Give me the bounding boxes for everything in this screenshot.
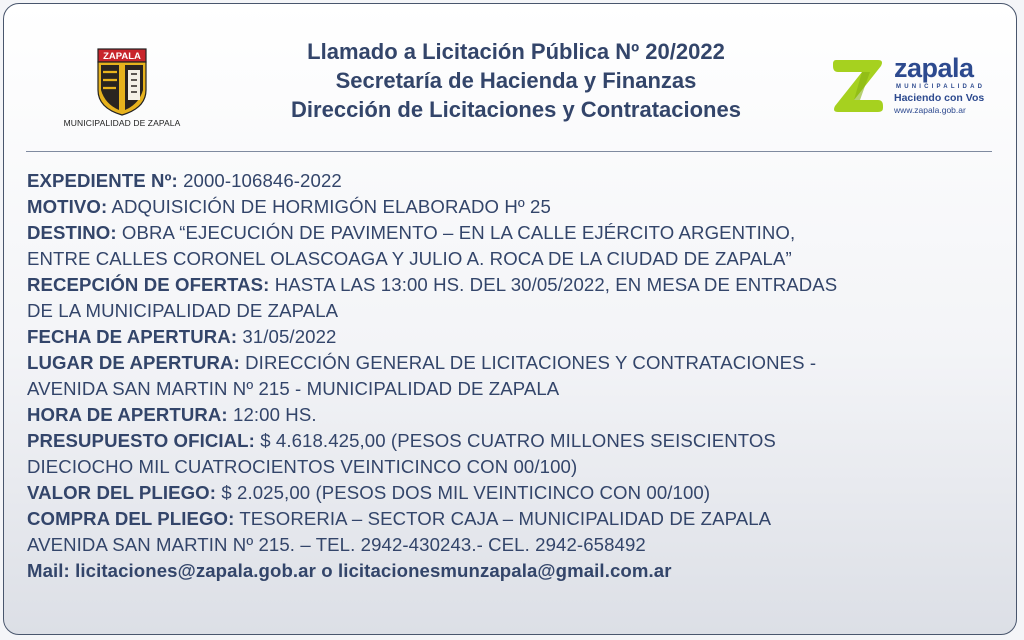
municipal-seal-logo (62, 48, 182, 132)
notice-card (3, 3, 1017, 635)
field-lugar-apertura (27, 350, 1012, 376)
field-label: VALOR DEL PLIEGO: (27, 482, 217, 503)
field-value: 31/05/2022 (242, 326, 337, 347)
field-value: TESORERIA – SECTOR CAJA – MUNICIPALIDAD DE ZAPALA (239, 508, 772, 529)
notice-title (204, 37, 828, 124)
field-value: ADQUISICIÓN DE HORMIGÓN ELABORADO Hº 25 (111, 196, 551, 217)
shield-icon (97, 48, 147, 116)
field-value: OBRA “EJECUCIÓN DE PAVIMENTO – EN LA CALLE EJÉRCITO ARGENTINO, (121, 222, 796, 243)
field-value: 2000-106846-2022 (183, 170, 342, 191)
z-brand-icon (830, 56, 886, 114)
field-recepcion-cont (27, 298, 1012, 324)
title-line-1: Llamado a Licitación Pública Nº 20/2022 (307, 39, 725, 64)
title-line-2: Secretaría de Hacienda y Finanzas (335, 68, 697, 93)
brand-wordmark: zapala (894, 53, 974, 83)
field-value: DIRECCIÓN GENERAL DE LICITACIONES Y CONTRATACIONES - (245, 352, 817, 373)
field-hora-apertura (27, 402, 1012, 428)
field-label: FECHA DE APERTURA: (27, 326, 238, 347)
field-label: DESTINO: (27, 222, 117, 243)
field-value: DE LA MUNICIPALIDAD DE ZAPALA (27, 300, 339, 321)
header-divider (26, 151, 992, 152)
seal-caption: MUNICIPALIDAD DE ZAPALA (63, 118, 181, 128)
field-label: MOTIVO: (27, 196, 108, 217)
brand-slogan: Haciendo con Vos (894, 92, 985, 104)
seal-text: ZAPALA (103, 51, 141, 62)
field-destino (27, 220, 1012, 246)
contact-mail-line: Mail: licitaciones@zapala.gob.ar o licitacionesmunzapala@gmail.com.ar (27, 560, 672, 581)
field-value: 12:00 HS. (233, 404, 317, 425)
field-value: AVENIDA SAN MARTIN Nº 215 - MUNICIPALIDAD DE ZAPALA (27, 378, 560, 399)
notice-body (27, 168, 1012, 584)
field-value: $ 2.025,00 (PESOS DOS MIL VEINTICINCO CON 00/100) (221, 482, 711, 503)
field-presupuesto (27, 428, 1012, 454)
field-label: COMPRA DEL PLIEGO: (27, 508, 235, 529)
brand-subtitle: MUNICIPALIDAD (896, 84, 986, 90)
title-line-3: Dirección de Licitaciones y Contrataciones (291, 97, 741, 122)
field-label: RECEPCIÓN DE OFERTAS: (27, 274, 270, 295)
brand-website: www.zapala.gob.ar (894, 105, 966, 115)
field-destino-cont (27, 246, 1012, 272)
field-motivo (27, 194, 1012, 220)
field-fecha-apertura (27, 324, 1012, 350)
field-compra-pliego-cont (27, 532, 1012, 558)
field-value: $ 4.618.425,00 (PESOS CUATRO MILLONES SEISCIENTOS (260, 430, 776, 451)
field-value: HASTA LAS 13:00 HS. DEL 30/05/2022, EN MESA DE ENTRADAS (274, 274, 838, 295)
field-label: LUGAR DE APERTURA: (27, 352, 240, 373)
field-value: DIECIOCHO MIL CUATROCIENTOS VEINTICINCO CON 00/100) (27, 456, 578, 477)
field-compra-pliego (27, 506, 1012, 532)
field-valor-pliego (27, 480, 1012, 506)
field-presupuesto-cont (27, 454, 1012, 480)
field-recepcion (27, 272, 1012, 298)
field-expediente (27, 168, 1012, 194)
field-lugar-apertura-cont (27, 376, 1012, 402)
zapala-brand-logo (830, 54, 1000, 120)
field-value: ENTRE CALLES CORONEL OLASCOAGA Y JULIO A. ROCA DE LA CIUDAD DE ZAPALA” (27, 248, 792, 269)
field-label: HORA DE APERTURA: (27, 404, 228, 425)
field-label: PRESUPUESTO OFICIAL: (27, 430, 255, 451)
field-label: EXPEDIENTE Nº: (27, 170, 178, 191)
field-value: AVENIDA SAN MARTIN Nº 215. – TEL. 2942-430243.- CEL. 2942-658492 (27, 534, 646, 555)
